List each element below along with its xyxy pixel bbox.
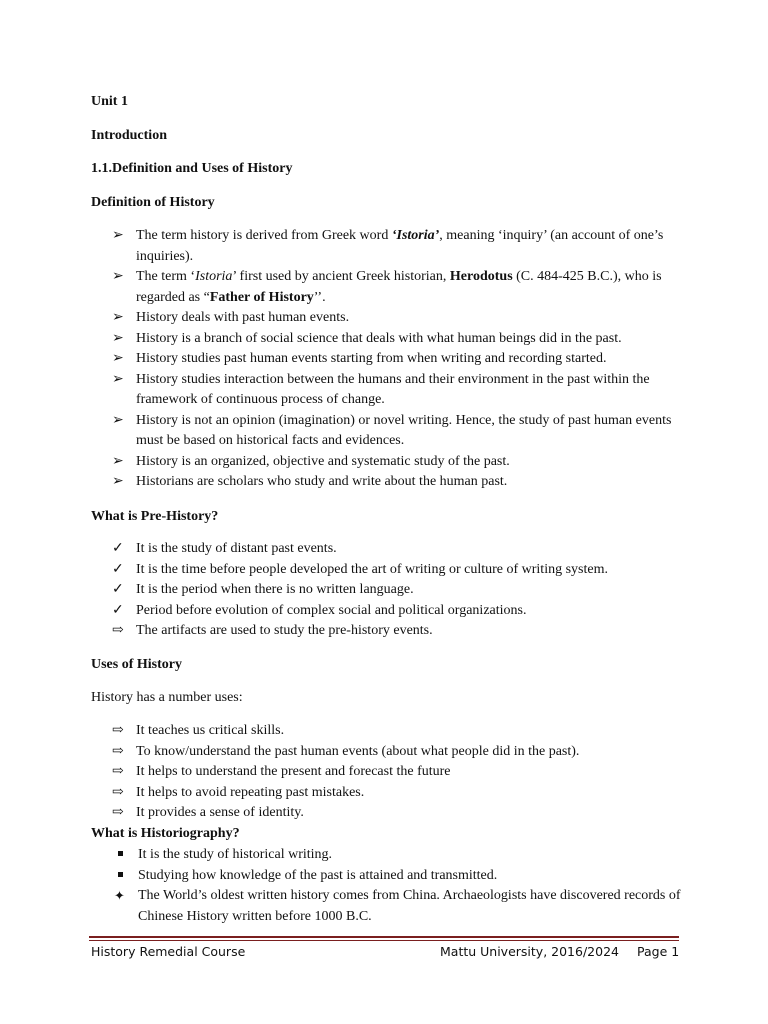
square-bullet-icon bbox=[114, 866, 134, 887]
prehistory-list bbox=[112, 539, 682, 642]
arrowhead-bullet-icon: ➢ bbox=[112, 269, 124, 284]
arrowhead-bullet-icon: ➢ bbox=[112, 330, 124, 346]
introduction-heading: Introduction bbox=[91, 128, 167, 143]
historiography-list bbox=[114, 845, 684, 927]
arrowhead-bullet-icon: ➢ bbox=[112, 453, 124, 469]
list-item: ➢ The term ‘Istoria’ first used by ancient Greek historian, Herodotus (C. 484-425 B.C.), who is regarded as “Father of History’’. bbox=[112, 269, 662, 305]
list-item: ➢ History studies past human events starting from when writing and recording started. bbox=[112, 349, 682, 370]
outline-arrow-bullet-icon: ⇨ bbox=[112, 743, 124, 759]
outline-arrow-bullet-icon: ⇨ bbox=[112, 805, 124, 820]
list-item: ⇨ It provides a sense of identity. bbox=[112, 803, 682, 824]
list-item: ➢ Historians are scholars who study and write about the human past. bbox=[112, 472, 682, 493]
footer-course: History Remedial Course bbox=[91, 944, 246, 959]
arrowhead-bullet-icon: ➢ bbox=[112, 310, 124, 325]
footer-institution: Mattu University, 2016/2024 bbox=[440, 944, 619, 959]
list-item: ➢ The term history is derived from Greek word ‘Istoria’, meaning ‘inquiry’ (an account of one’s inquiries). bbox=[112, 228, 664, 264]
checkmark-bullet-icon: ✓ bbox=[112, 541, 124, 556]
footer-page-number: Page 1 bbox=[637, 944, 680, 959]
arrowhead-bullet-icon: ➢ bbox=[112, 474, 124, 489]
checkmark-bullet-icon: ✓ bbox=[112, 582, 124, 597]
definition-list bbox=[112, 226, 682, 493]
list-item: ⇨ To know/understand the past human events (about what people did in the past). bbox=[112, 742, 682, 763]
historiography-heading: What is Historiography? bbox=[91, 826, 240, 841]
list-item: ➢ History is a branch of social science that deals with what human beings did in the past. bbox=[112, 329, 682, 350]
arrowhead-bullet-icon: ➢ bbox=[112, 228, 124, 243]
checkmark-bullet-icon: ✓ bbox=[112, 602, 124, 618]
list-item: ✓ It is the study of distant past events. bbox=[112, 539, 682, 560]
list-item: ➢ History is not an opinion (imagination) or novel writing. Hence, the study of past human events must be based on historical facts and evidences. bbox=[112, 412, 672, 448]
list-item: Studying how knowledge of the past is attained and transmitted. bbox=[114, 866, 684, 887]
arrowhead-bullet-icon: ➢ bbox=[112, 351, 124, 366]
list-item: It is the study of historical writing. bbox=[114, 845, 684, 866]
uses-intro: History has a number uses: bbox=[91, 690, 243, 705]
outline-arrow-bullet-icon: ⇨ bbox=[112, 784, 124, 800]
list-item: ✓ It is the time before people developed the art of writing or culture of writing system. bbox=[112, 560, 682, 581]
uses-heading: Uses of History bbox=[91, 657, 182, 672]
list-item: ⇨ It teaches us critical skills. bbox=[112, 721, 682, 742]
list-item: ✓ It is the period when there is no written language. bbox=[112, 580, 682, 601]
checkmark-bullet-icon: ✓ bbox=[112, 561, 124, 577]
list-item: ⇨ It helps to understand the present and forecast the future bbox=[112, 762, 682, 783]
unit-heading: Unit 1 bbox=[91, 94, 128, 109]
four-point-star-bullet-icon: ✦ bbox=[114, 888, 125, 903]
list-item: ⇨ It helps to avoid repeating past mistakes. bbox=[112, 783, 682, 804]
list-item: ➢ History deals with past human events. bbox=[112, 308, 682, 329]
square-bullet-icon bbox=[114, 845, 134, 866]
list-item: ✓ Period before evolution of complex social and political organizations. bbox=[112, 601, 682, 622]
uses-list bbox=[112, 721, 682, 824]
arrowhead-bullet-icon: ➢ bbox=[112, 371, 124, 387]
list-item: ✦ The World’s oldest written history comes from China. Archaeologists have discovered records of Chinese History written before 1000 B.C. bbox=[114, 888, 681, 924]
definition-heading: Definition of History bbox=[91, 195, 215, 210]
outline-arrow-bullet-icon: ⇨ bbox=[112, 764, 124, 779]
section-heading: 1.1.Definition and Uses of History bbox=[91, 161, 293, 176]
prehistory-heading: What is Pre-History? bbox=[91, 509, 219, 524]
outline-arrow-bullet-icon: ⇨ bbox=[112, 723, 124, 738]
list-item: ⇨ The artifacts are used to study the pre-history events. bbox=[112, 621, 682, 642]
list-item: ➢ History studies interaction between the humans and their environment in the past within the framework of continuous process of change. bbox=[112, 371, 650, 407]
footer-divider bbox=[89, 936, 679, 938]
outline-arrow-bullet-icon: ⇨ bbox=[112, 623, 124, 638]
footer-divider-thin bbox=[89, 940, 679, 941]
arrowhead-bullet-icon: ➢ bbox=[112, 412, 124, 428]
list-item: ➢ History is an organized, objective and systematic study of the past. bbox=[112, 452, 682, 473]
